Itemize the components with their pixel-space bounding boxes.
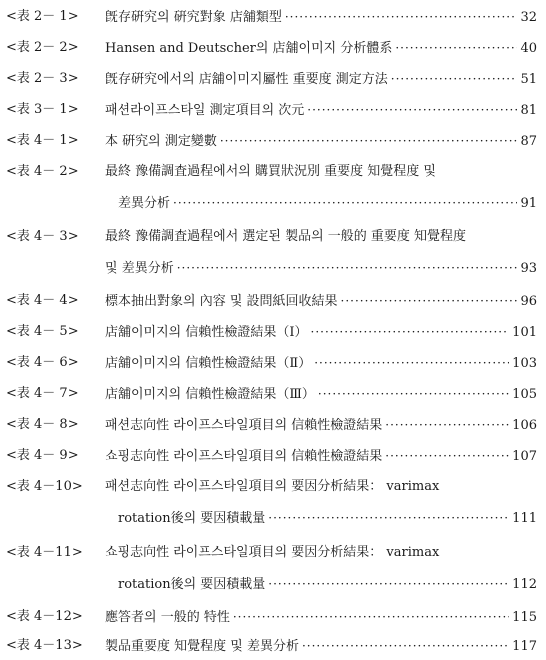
- table-label: <表 4－10>: [6, 479, 83, 494]
- page-number: 117: [512, 639, 537, 654]
- entry-title: Hansen and Deutscher의 店舖이미지 分析體系: [105, 41, 393, 56]
- dot-leader: [314, 353, 509, 373]
- entry-title: 製品重要度 知覺程度 및 差異分析: [105, 639, 299, 654]
- toc-entry: [0, 477, 546, 497]
- toc-entry-continuation: [0, 574, 546, 594]
- page-number: 96: [520, 294, 537, 309]
- page-number: 107: [512, 449, 537, 464]
- dot-leader: [311, 322, 510, 342]
- dot-leader: [385, 415, 509, 435]
- toc-entry: [0, 69, 546, 89]
- toc-entry: [0, 100, 546, 120]
- toc-entry: [0, 384, 546, 404]
- entry-title: 旣存硏究의 硏究對象 店舖類型: [105, 10, 282, 25]
- table-label: <表 2－ 3>: [6, 71, 79, 86]
- page-number: 91: [520, 196, 537, 211]
- page-number: 111: [512, 511, 537, 526]
- dot-leader: [285, 7, 518, 27]
- page-number: 81: [520, 103, 537, 118]
- table-label: <表 2－ 1>: [6, 9, 79, 24]
- toc-entry: [0, 607, 546, 627]
- page-number: 112: [512, 577, 537, 592]
- page-number: 40: [520, 41, 537, 56]
- toc-entry: [0, 162, 546, 182]
- toc-entry: [0, 543, 546, 563]
- dot-leader: [233, 607, 509, 627]
- entry-title-continuation: rotation後의 要因積載量: [118, 511, 266, 526]
- table-label: <表 4－ 9>: [6, 448, 79, 463]
- entry-title: 旣存硏究에서의 店舖이미지屬性 重要度 測定方法: [105, 72, 388, 87]
- table-label: <表 3－ 1>: [6, 102, 79, 117]
- toc-entry-continuation: [0, 193, 546, 213]
- entry-title: 패션라이프스타일 測定項目의 次元: [105, 103, 305, 118]
- page-number: 106: [512, 418, 537, 433]
- page-number: 103: [512, 356, 537, 371]
- entry-title: 最終 豫備調査過程에서의 購買狀況別 重要度 知覺程度 및: [105, 164, 436, 179]
- dot-leader: [268, 508, 509, 528]
- page-number: 105: [512, 387, 537, 402]
- table-label: <表 4－11>: [6, 545, 83, 560]
- table-label: <表 4－ 3>: [6, 229, 79, 244]
- entry-title-continuation: 差異分析: [118, 196, 171, 211]
- table-label: <表 2－ 2>: [6, 40, 79, 55]
- page-number: 32: [520, 10, 537, 25]
- page-number: 87: [520, 134, 537, 149]
- entry-title: 應答者의 一般的 特性: [105, 610, 230, 625]
- table-label: <表 4－13>: [6, 638, 83, 653]
- toc-entry: [0, 322, 546, 342]
- entry-title: 쇼핑志向性 라이프스타일項目의 要因分析結果： varimax: [105, 545, 440, 560]
- table-label: <表 4－ 4>: [6, 293, 79, 308]
- table-label: <表 4－ 2>: [6, 164, 79, 179]
- toc-entry-continuation: [0, 258, 546, 278]
- page-number: 115: [512, 610, 537, 625]
- toc-entry: [0, 446, 546, 466]
- dot-leader: [177, 258, 518, 278]
- table-label: <表 4－ 8>: [6, 417, 79, 432]
- dot-leader: [385, 446, 509, 466]
- dot-leader: [173, 193, 517, 213]
- entry-title: 最終 豫備調査過程에서 選定된 製品의 一般的 重要度 知覺程度: [105, 229, 467, 244]
- dot-leader: [391, 69, 518, 89]
- toc-entry: [0, 636, 546, 656]
- toc-entry: [0, 7, 546, 27]
- entry-title: 標本抽出對象의 內容 및 設問紙回收結果: [105, 294, 338, 309]
- dot-leader: [395, 38, 517, 58]
- table-label: <表 4－ 5>: [6, 324, 79, 339]
- table-label: <表 4－12>: [6, 609, 83, 624]
- table-label: <表 4－ 1>: [6, 133, 79, 148]
- toc-entry: [0, 227, 546, 247]
- entry-title-continuation: rotation後의 要因積載量: [118, 577, 266, 592]
- toc-entry: [0, 38, 546, 58]
- page-number: 51: [520, 72, 537, 87]
- dot-leader: [268, 574, 509, 594]
- dot-leader: [220, 131, 518, 151]
- entry-title: 패션志向性 라이프스타일項目의 信賴性檢證結果: [105, 418, 383, 433]
- page-number: 93: [520, 261, 537, 276]
- toc-entry: [0, 415, 546, 435]
- table-label: <表 4－ 6>: [6, 355, 79, 370]
- entry-title: 패션志向性 라이프스타일項目의 要因分析結果： varimax: [105, 479, 440, 494]
- entry-title: 쇼핑志向性 라이프스타일項目의 信賴性檢證結果: [105, 449, 383, 464]
- table-label: <表 4－ 7>: [6, 386, 79, 401]
- dot-leader: [307, 100, 517, 120]
- toc-entry: [0, 131, 546, 151]
- entry-title: 店舖이미지의 信賴性檢證結果（Ⅱ）: [105, 356, 312, 371]
- entry-title: 店舖이미지의 信賴性檢證結果（Ⅲ）: [105, 387, 315, 402]
- entry-title: 店舖이미지의 信賴性檢證結果（Ⅰ）: [105, 325, 308, 340]
- entry-title: 本 硏究의 測定變數: [105, 134, 217, 149]
- toc-entry: [0, 291, 546, 311]
- dot-leader: [318, 384, 509, 404]
- toc-entry: [0, 353, 546, 373]
- toc-entry-continuation: [0, 508, 546, 528]
- dot-leader: [302, 636, 509, 656]
- dot-leader: [341, 291, 518, 311]
- entry-title-continuation: 및 差異分析: [105, 261, 174, 276]
- page-number: 101: [512, 325, 537, 340]
